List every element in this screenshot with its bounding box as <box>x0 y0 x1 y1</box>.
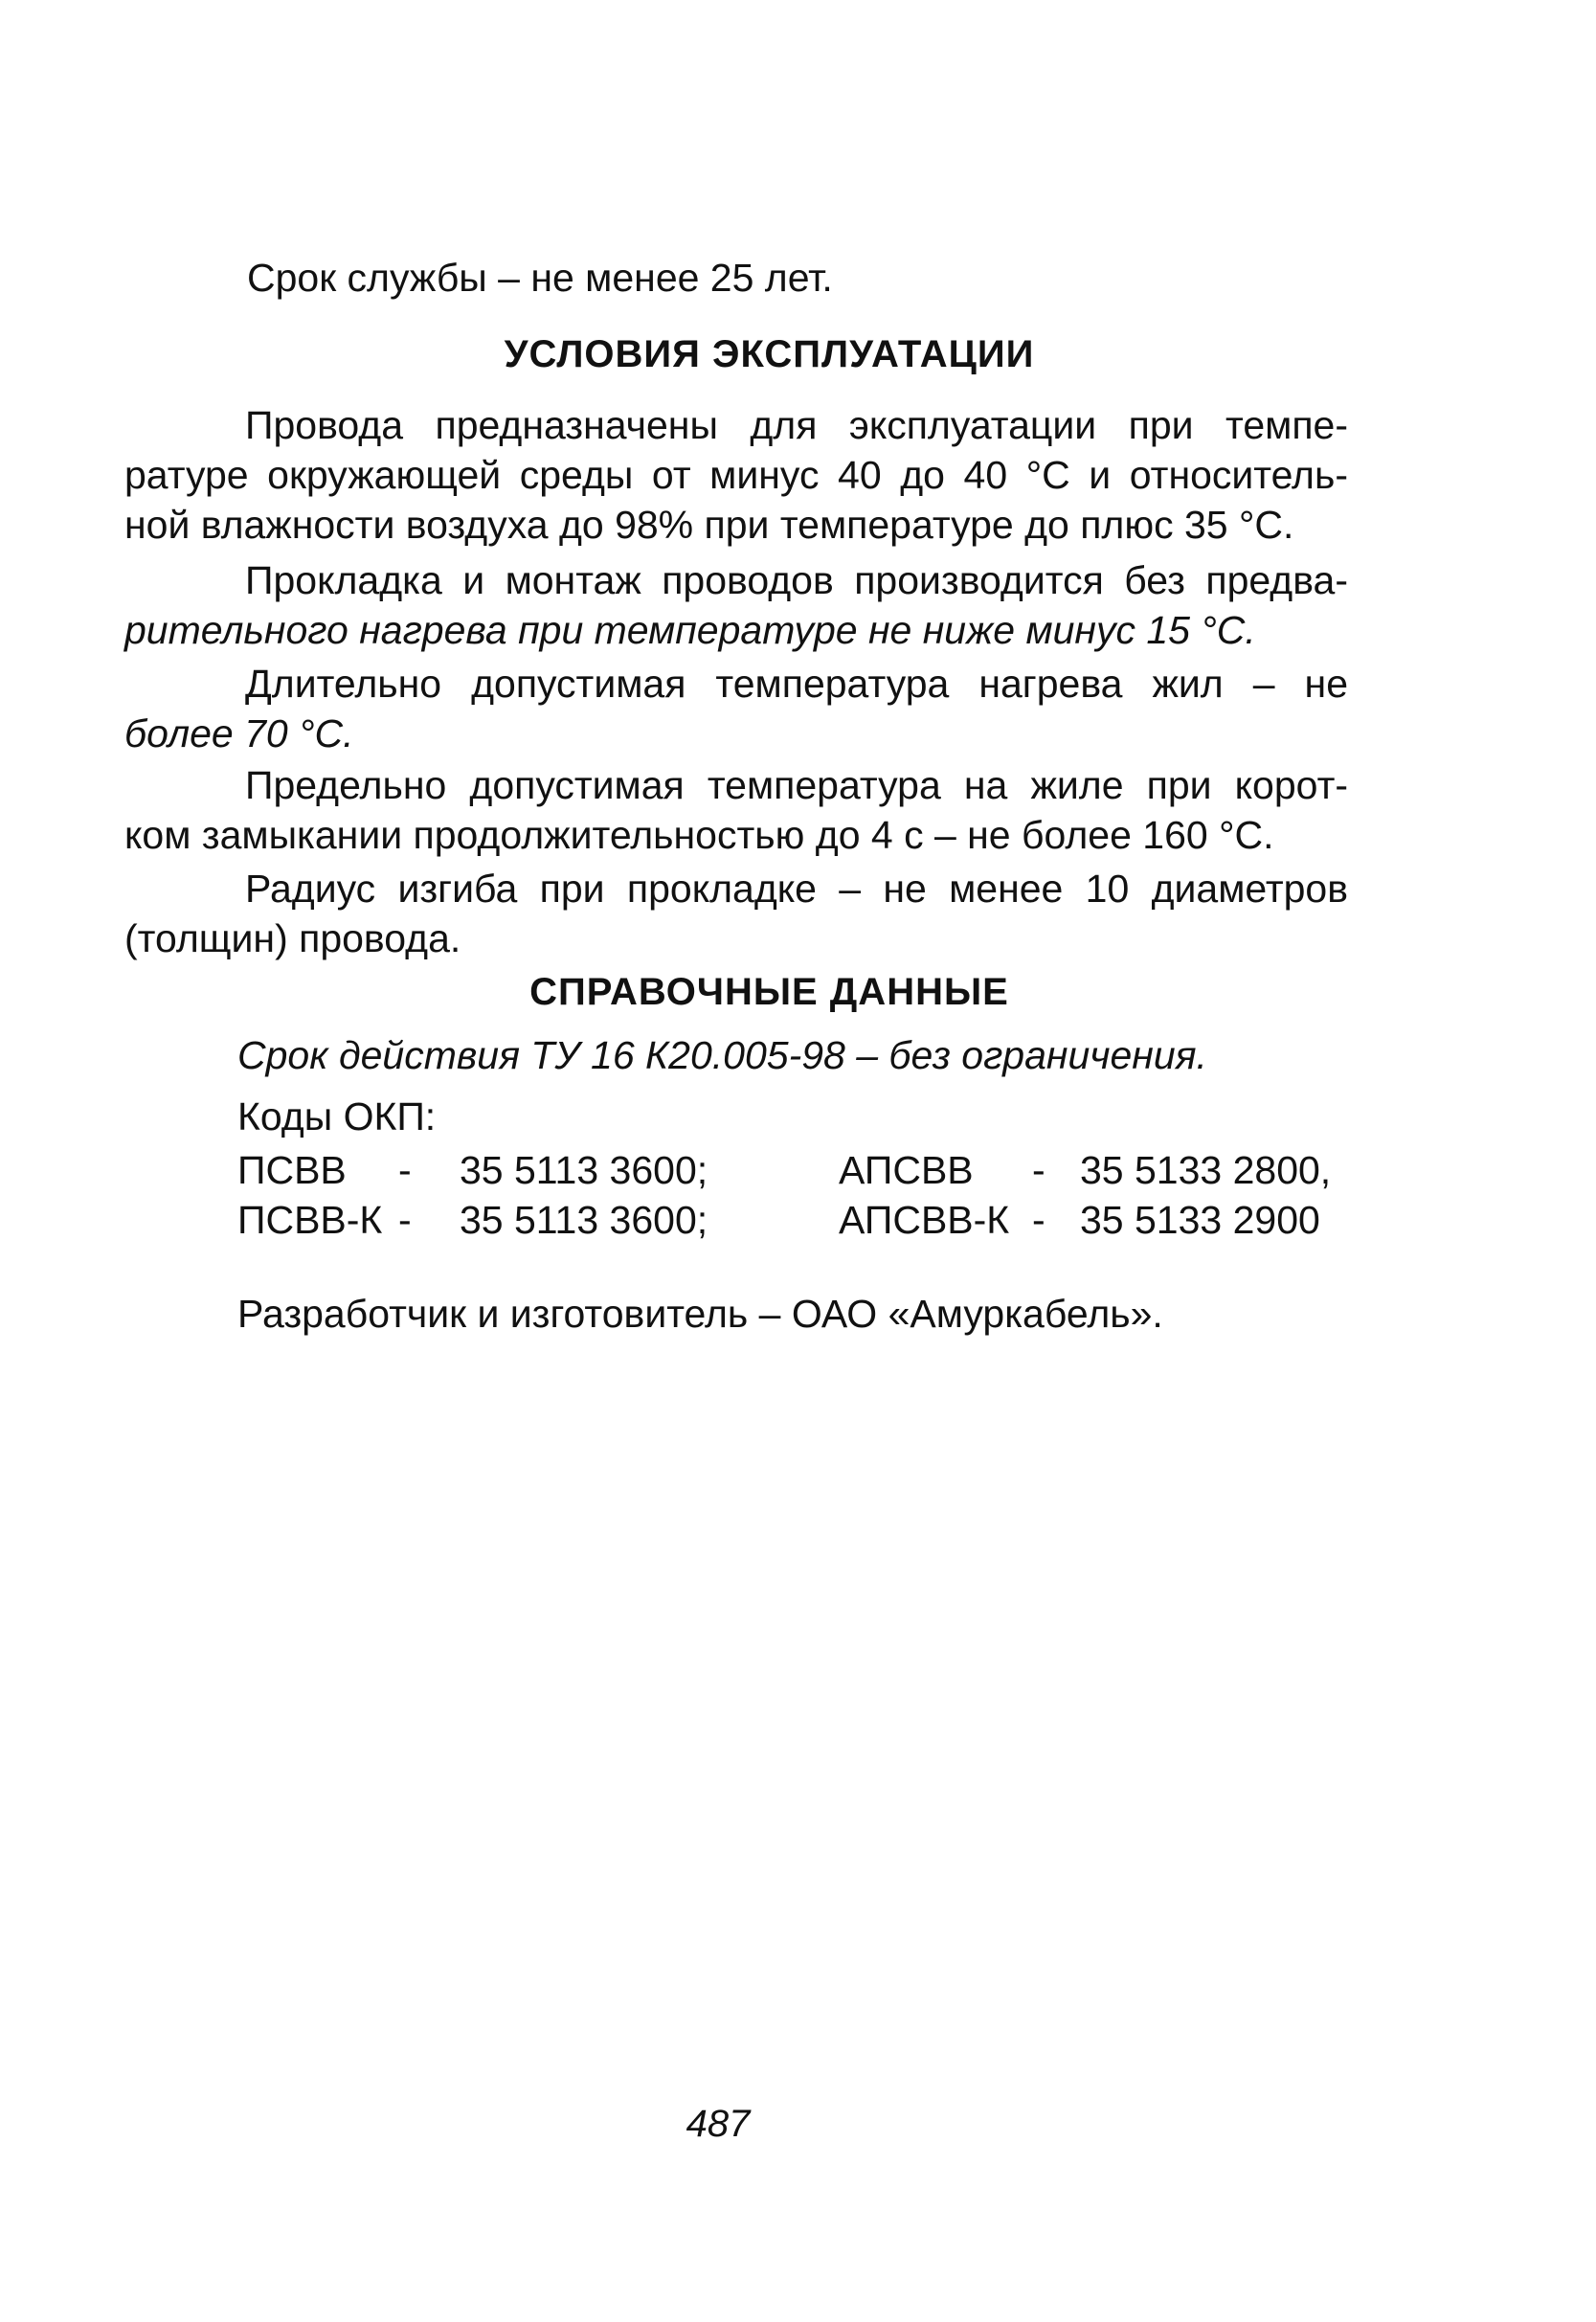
validity-text: Срок действия ТУ 16 К20.005-98 – без ограничения. <box>237 1033 1207 1077</box>
product-name: АПСВВ <box>839 1148 974 1192</box>
dash: - <box>398 1148 412 1192</box>
product-name: ПСВВ-К <box>237 1198 383 1242</box>
paragraph-5-line-1: Радиус изгиба при прокладке – не менее 10 диаметров <box>245 867 1348 911</box>
okp-code: 35 5113 3600; <box>460 1148 708 1192</box>
paragraph-1-line-3: ной влажности воздуха до 98% при температуре до плюс 35 °С. <box>124 503 1294 547</box>
page-number: 487 <box>686 2103 751 2145</box>
paragraph-2-line-2: рительного нагрева при температуре не ниже минус 15 °С. <box>124 608 1256 652</box>
developer-text: Разработчик и изготовитель – ОАО «Амуркабель». <box>237 1292 1163 1336</box>
okp-code-row <box>237 1145 1386 1195</box>
product-name: ПСВВ <box>237 1148 347 1192</box>
dash: - <box>398 1198 412 1242</box>
section-title-operating-conditions: УСЛОВИЯ ЭКСПЛУАТАЦИИ <box>504 333 1035 375</box>
okp-codes-label: Коды ОКП: <box>237 1094 437 1138</box>
paragraph-4-line-2: ком замыкании продолжительностью до 4 с – не более 160 °С. <box>124 813 1274 857</box>
paragraph-1-line-1: Провода предназначены для эксплуатации при темпе- <box>245 403 1348 447</box>
paragraph-1-line-2: ратуре окружающей среды от минус 40 до 40 °С и относитель- <box>124 453 1348 497</box>
paragraph-4-line-1: Предельно допустимая температура на жиле при корот- <box>245 763 1348 807</box>
section-title-reference-data: СПРАВОЧНЫЕ ДАННЫЕ <box>529 971 1009 1013</box>
okp-code-row <box>237 1195 1386 1245</box>
okp-code: 35 5133 2800, <box>1080 1148 1332 1192</box>
okp-code: 35 5133 2900 <box>1080 1198 1320 1242</box>
paragraph-3-line-1: Длительно допустимая температура нагрева жил – не <box>245 662 1348 706</box>
paragraph-3-line-2: более 70 °С. <box>124 711 354 755</box>
product-name: АПСВВ-К <box>839 1198 1010 1242</box>
dash: - <box>1032 1148 1045 1192</box>
service-life-text: Срок службы – не менее 25 лет. <box>247 256 833 300</box>
okp-code: 35 5113 3600; <box>460 1198 708 1242</box>
dash: - <box>1032 1198 1045 1242</box>
paragraph-2-line-1: Прокладка и монтаж проводов производится без предва- <box>245 558 1348 602</box>
paragraph-5-line-2: (толщин) провода. <box>124 916 461 960</box>
